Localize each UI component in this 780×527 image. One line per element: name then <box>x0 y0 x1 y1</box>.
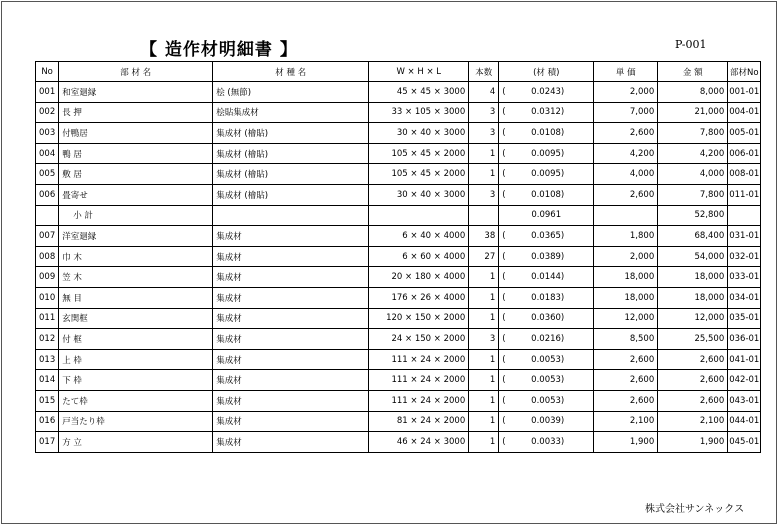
material-name: 集成材 <box>213 308 369 329</box>
part-code: 045-01 <box>728 432 761 453</box>
table-row <box>36 370 761 391</box>
unit-price: 1,800 <box>594 226 658 247</box>
dim-length: 2000 <box>443 375 466 386</box>
row-no: 003 <box>36 123 59 144</box>
part-code: 044-01 <box>728 411 761 432</box>
volume-value: 0.0033) <box>531 436 565 447</box>
dim-height: 40 <box>420 189 432 200</box>
unit-price: 2,600 <box>594 349 658 370</box>
material-name: 集成材 (檜貼) <box>213 143 369 164</box>
row-no: 014 <box>36 370 59 391</box>
dim-width: 46 <box>396 436 408 447</box>
quantity: 1 <box>469 287 499 308</box>
dim-length: 3000 <box>443 86 466 97</box>
company-name: 株式会社サンネックス <box>645 504 745 515</box>
table-row <box>36 82 761 103</box>
dim-height: 105 <box>414 107 432 118</box>
volume: ( 0.0033) <box>499 432 594 453</box>
table-row <box>36 246 761 267</box>
dim-height: 24 <box>420 375 432 386</box>
table-row <box>36 432 761 453</box>
material-name: 集成材 <box>213 329 369 350</box>
part-name: 方 立 <box>59 432 213 453</box>
table-header-row <box>36 62 761 82</box>
dim-height: 60 <box>420 251 432 262</box>
quantity: 1 <box>469 390 499 411</box>
quantity: 1 <box>469 411 499 432</box>
amount: 8,000 <box>658 82 728 103</box>
dimensions: 111 × 24 × 2000 <box>369 349 469 370</box>
dim-length: 2000 <box>443 169 466 180</box>
dim-height: 24 <box>420 436 432 447</box>
material-name: 集成材 <box>213 246 369 267</box>
table-row <box>36 411 761 432</box>
dim-width: 6 <box>402 251 408 262</box>
volume-value: 0.0095) <box>531 169 565 180</box>
part-name: 畳寄せ <box>59 184 213 205</box>
row-no: 001 <box>36 82 59 103</box>
amount: 4,200 <box>658 143 728 164</box>
subtotal-label: 小 計 <box>59 205 213 226</box>
col-header-quantity: 本数 <box>469 62 499 82</box>
dim-height: 150 <box>414 333 432 344</box>
part-name: たて枠 <box>59 390 213 411</box>
quantity: 3 <box>469 102 499 123</box>
volume-value: 0.0389) <box>531 251 565 262</box>
part-code: 034-01 <box>728 287 761 308</box>
dimensions: 176 × 26 × 4000 <box>369 287 469 308</box>
col-header-volume: (材 積) <box>499 62 594 82</box>
part-name: 付 框 <box>59 329 213 350</box>
dim-width: 111 <box>391 375 408 386</box>
dim-width: 24 <box>391 333 403 344</box>
material-name: 集成材 <box>213 287 369 308</box>
material-name: 集成材 <box>213 390 369 411</box>
volume: ( 0.0360) <box>499 308 594 329</box>
table-row <box>36 123 761 144</box>
dim-width: 111 <box>391 354 408 365</box>
dimensions: 45 × 45 × 3000 <box>369 82 469 103</box>
col-header-material: 材 種 名 <box>213 62 369 82</box>
row-no: 009 <box>36 267 59 288</box>
row-no: 007 <box>36 226 59 247</box>
part-name: 玄関框 <box>59 308 213 329</box>
dim-width: 105 <box>391 169 408 180</box>
unit-price: 8,500 <box>594 329 658 350</box>
dim-width: 81 <box>396 416 408 427</box>
amount: 4,000 <box>658 164 728 185</box>
dim-width: 120 <box>386 313 403 324</box>
unit-price: 2,600 <box>594 184 658 205</box>
amount: 21,000 <box>658 102 728 123</box>
row-no: 017 <box>36 432 59 453</box>
dim-height: 24 <box>420 395 432 406</box>
volume-value: 0.0243) <box>531 86 565 97</box>
quantity: 1 <box>469 349 499 370</box>
unit-price: 2,000 <box>594 82 658 103</box>
dimensions: 30 × 40 × 3000 <box>369 184 469 205</box>
part-name: 洋室廻縁 <box>59 226 213 247</box>
dim-length: 2000 <box>443 313 466 324</box>
dimensions: 105 × 45 × 2000 <box>369 143 469 164</box>
table-row <box>36 102 761 123</box>
dim-width: 105 <box>391 148 408 159</box>
dimensions: 46 × 24 × 3000 <box>369 432 469 453</box>
part-name: 巾 木 <box>59 246 213 267</box>
dim-length: 2000 <box>443 416 466 427</box>
document-title: 【 造作材明細書 】 <box>140 40 298 60</box>
materials-table <box>35 61 761 453</box>
unit-price: 2,600 <box>594 123 658 144</box>
row-no: 006 <box>36 184 59 205</box>
dim-length: 3000 <box>443 189 466 200</box>
table-row <box>36 143 761 164</box>
table-row <box>36 226 761 247</box>
dim-length: 2000 <box>443 333 466 344</box>
volume-value: 0.0053) <box>531 354 565 365</box>
col-header-part-code: 部材No <box>728 62 761 82</box>
part-code: 035-01 <box>728 308 761 329</box>
volume: ( 0.0053) <box>499 390 594 411</box>
page-number: P-001 <box>675 38 707 51</box>
part-code: 004-01 <box>728 102 761 123</box>
quantity: 1 <box>469 308 499 329</box>
dim-height: 150 <box>414 313 432 324</box>
dim-length: 4000 <box>443 230 466 241</box>
volume-value: 0.0053) <box>531 395 565 406</box>
material-name: 集成材 <box>213 411 369 432</box>
volume-value: 0.0095) <box>531 148 565 159</box>
dim-length: 4000 <box>443 251 466 262</box>
dimensions: 24 × 150 × 2000 <box>369 329 469 350</box>
volume-value: 0.0183) <box>531 292 565 303</box>
col-header-amount: 金 額 <box>658 62 728 82</box>
material-name: 桧貼集成材 <box>213 102 369 123</box>
volume-value: 0.0365) <box>531 230 565 241</box>
part-name: 鴨 居 <box>59 143 213 164</box>
volume-value: 0.0144) <box>531 272 565 283</box>
dim-height: 40 <box>420 127 432 138</box>
material-name: 集成材 <box>213 370 369 391</box>
row-no: 012 <box>36 329 59 350</box>
dim-width: 176 <box>391 292 408 303</box>
dimensions: 111 × 24 × 2000 <box>369 390 469 411</box>
dim-length: 3000 <box>443 127 466 138</box>
part-code: 033-01 <box>728 267 761 288</box>
volume: ( 0.0053) <box>499 349 594 370</box>
table-row <box>36 390 761 411</box>
volume-value: 0.0053) <box>531 375 565 386</box>
quantity: 1 <box>469 267 499 288</box>
dim-width: 33 <box>391 107 403 118</box>
part-name: 下 枠 <box>59 370 213 391</box>
amount: 7,800 <box>658 123 728 144</box>
part-code: 008-01 <box>728 164 761 185</box>
amount: 54,000 <box>658 246 728 267</box>
part-name: 戸当たり枠 <box>59 411 213 432</box>
table-row <box>36 329 761 350</box>
volume: ( 0.0312) <box>499 102 594 123</box>
dim-length: 2000 <box>443 354 466 365</box>
unit-price: 2,600 <box>594 390 658 411</box>
part-code: 005-01 <box>728 123 761 144</box>
dimensions: 105 × 45 × 2000 <box>369 164 469 185</box>
volume: ( 0.0095) <box>499 164 594 185</box>
volume: ( 0.0144) <box>499 267 594 288</box>
unit-price: 12,000 <box>594 308 658 329</box>
part-name: 無 目 <box>59 287 213 308</box>
col-header-unit-price: 単 価 <box>594 62 658 82</box>
volume-value: 0.0108) <box>531 127 565 138</box>
row-no: 002 <box>36 102 59 123</box>
quantity: 27 <box>469 246 499 267</box>
material-name: 集成材 (檜貼) <box>213 123 369 144</box>
unit-price: 2,000 <box>594 246 658 267</box>
unit-price: 2,600 <box>594 370 658 391</box>
row-no: 011 <box>36 308 59 329</box>
dimensions: 20 × 180 × 4000 <box>369 267 469 288</box>
dim-height: 45 <box>420 148 432 159</box>
volume-value: 0.0216) <box>531 333 565 344</box>
volume: ( 0.0365) <box>499 226 594 247</box>
volume: ( 0.0108) <box>499 184 594 205</box>
unit-price: 1,900 <box>594 432 658 453</box>
quantity: 38 <box>469 226 499 247</box>
part-code: 001-01 <box>728 82 761 103</box>
amount: 25,500 <box>658 329 728 350</box>
part-name: 敷 居 <box>59 164 213 185</box>
part-code: 011-01 <box>728 184 761 205</box>
dimensions: 33 × 105 × 3000 <box>369 102 469 123</box>
col-header-no: No <box>36 62 59 82</box>
amount: 2,600 <box>658 390 728 411</box>
volume: ( 0.0095) <box>499 143 594 164</box>
quantity: 1 <box>469 432 499 453</box>
volume: ( 0.0108) <box>499 123 594 144</box>
quantity: 3 <box>469 184 499 205</box>
row-no: 004 <box>36 143 59 164</box>
dim-width: 20 <box>391 272 403 283</box>
quantity: 3 <box>469 329 499 350</box>
dim-length: 2000 <box>443 395 466 406</box>
quantity: 1 <box>469 370 499 391</box>
amount: 68,400 <box>658 226 728 247</box>
subtotal-volume: 0.0961 <box>499 205 594 226</box>
table-row <box>36 308 761 329</box>
unit-price: 4,200 <box>594 143 658 164</box>
amount: 12,000 <box>658 308 728 329</box>
volume: ( 0.0216) <box>499 329 594 350</box>
table-row <box>36 349 761 370</box>
unit-price: 4,000 <box>594 164 658 185</box>
dimensions: 81 × 24 × 2000 <box>369 411 469 432</box>
part-code: 043-01 <box>728 390 761 411</box>
col-header-part-name: 部 材 名 <box>59 62 213 82</box>
quantity: 3 <box>469 123 499 144</box>
volume: ( 0.0183) <box>499 287 594 308</box>
part-name: 長 押 <box>59 102 213 123</box>
part-code: 031-01 <box>728 226 761 247</box>
dim-width: 45 <box>396 86 408 97</box>
unit-price: 2,100 <box>594 411 658 432</box>
amount: 2,600 <box>658 349 728 370</box>
part-name: 付鴨居 <box>59 123 213 144</box>
unit-price: 18,000 <box>594 287 658 308</box>
dimensions: 6 × 40 × 4000 <box>369 226 469 247</box>
part-code: 042-01 <box>728 370 761 391</box>
dim-length: 4000 <box>443 292 466 303</box>
col-header-dimensions: W × H × L <box>369 62 469 82</box>
quantity: 1 <box>469 164 499 185</box>
dim-length: 2000 <box>443 148 466 159</box>
dim-width: 111 <box>391 395 408 406</box>
volume: ( 0.0389) <box>499 246 594 267</box>
row-no: 008 <box>36 246 59 267</box>
material-name: 桧 (無節) <box>213 82 369 103</box>
dimensions: 30 × 40 × 3000 <box>369 123 469 144</box>
dim-height: 26 <box>420 292 432 303</box>
dim-height: 180 <box>414 272 432 283</box>
part-name: 笠 木 <box>59 267 213 288</box>
amount: 7,800 <box>658 184 728 205</box>
dimensions: 6 × 60 × 4000 <box>369 246 469 267</box>
amount: 18,000 <box>658 287 728 308</box>
table-row <box>36 164 761 185</box>
part-code: 006-01 <box>728 143 761 164</box>
volume: ( 0.0243) <box>499 82 594 103</box>
part-name: 和室廻縁 <box>59 82 213 103</box>
dim-width: 6 <box>402 230 408 241</box>
amount: 18,000 <box>658 267 728 288</box>
material-name: 集成材 (檜貼) <box>213 184 369 205</box>
row-no: 015 <box>36 390 59 411</box>
quantity: 4 <box>469 82 499 103</box>
dimensions: 111 × 24 × 2000 <box>369 370 469 391</box>
volume: ( 0.0053) <box>499 370 594 391</box>
part-name: 上 枠 <box>59 349 213 370</box>
dim-width: 30 <box>396 189 408 200</box>
dim-length: 4000 <box>443 272 466 283</box>
unit-price: 7,000 <box>594 102 658 123</box>
volume-value: 0.0039) <box>531 416 565 427</box>
subtotal-row <box>36 205 761 226</box>
subtotal-amount: 52,800 <box>658 205 728 226</box>
dim-length: 3000 <box>443 436 466 447</box>
material-name: 集成材 (檜貼) <box>213 164 369 185</box>
quantity: 1 <box>469 143 499 164</box>
material-name: 集成材 <box>213 267 369 288</box>
dim-height: 24 <box>420 416 432 427</box>
part-code: 036-01 <box>728 329 761 350</box>
amount: 1,900 <box>658 432 728 453</box>
part-code: 041-01 <box>728 349 761 370</box>
row-no: 016 <box>36 411 59 432</box>
dim-height: 40 <box>420 230 432 241</box>
volume-value: 0.0108) <box>531 189 565 200</box>
table-row <box>36 267 761 288</box>
material-name: 集成材 <box>213 432 369 453</box>
dim-height: 45 <box>420 86 432 97</box>
volume-value: 0.0312) <box>531 107 565 118</box>
amount: 2,100 <box>658 411 728 432</box>
material-name: 集成材 <box>213 226 369 247</box>
dim-height: 45 <box>420 169 432 180</box>
unit-price: 18,000 <box>594 267 658 288</box>
table-row <box>36 184 761 205</box>
row-no: 010 <box>36 287 59 308</box>
material-name: 集成材 <box>213 349 369 370</box>
part-code: 032-01 <box>728 246 761 267</box>
dimensions: 120 × 150 × 2000 <box>369 308 469 329</box>
volume: ( 0.0039) <box>499 411 594 432</box>
row-no: 005 <box>36 164 59 185</box>
dim-width: 30 <box>396 127 408 138</box>
row-no: 013 <box>36 349 59 370</box>
amount: 2,600 <box>658 370 728 391</box>
table-row <box>36 287 761 308</box>
dim-length: 3000 <box>443 107 466 118</box>
volume-value: 0.0360) <box>531 313 565 324</box>
dim-height: 24 <box>420 354 432 365</box>
